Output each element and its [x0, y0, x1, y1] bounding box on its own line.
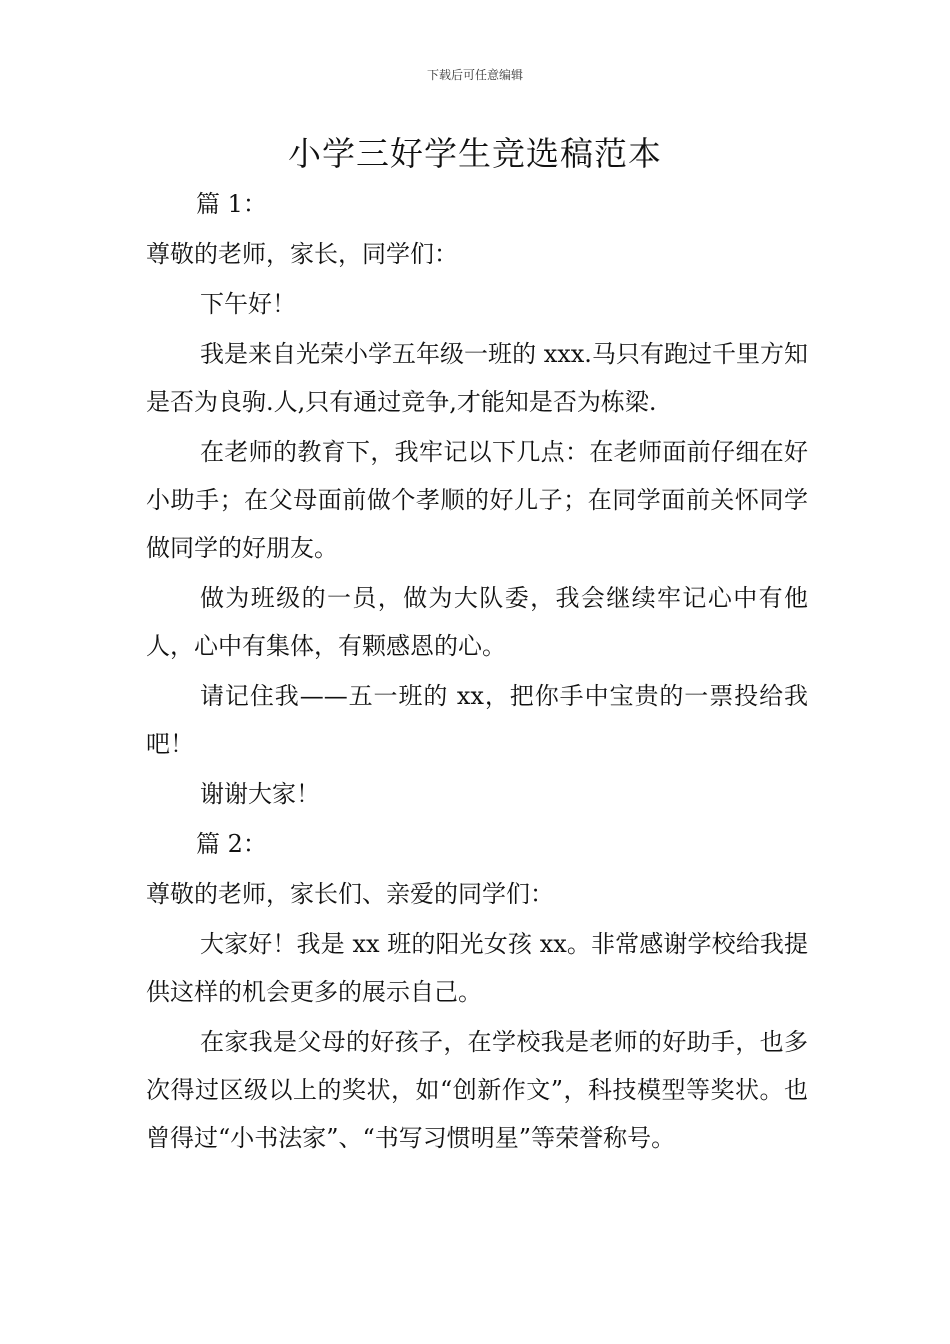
section-label-2: 篇 2： — [196, 830, 267, 858]
greeting-1: 下午好！ — [200, 290, 296, 318]
salutation-1: 尊敬的老师，家长，同学们： — [146, 240, 458, 268]
salutation-2: 尊敬的老师，家长们、亲爱的同学们： — [146, 880, 554, 908]
paragraph-conduct-1: 在老师的教育下，我牢记以下几点：在老师面前仔细在好小助手；在父母面前做个孝顺的好儿子；在同学面前关怀同学做同学的好朋友。 — [146, 438, 808, 562]
paragraph-achievements-2: 在家我是父母的好孩子，在学校我是老师的好助手，也多次得过区级以上的奖状，如“创新作文”，科技模型等奖状。也曾得过“小书法家”、“书写习惯明星”等荣誉称号。 — [146, 1028, 808, 1152]
paragraph-intro-1: 我是来自光荣小学五年级一班的 xxx.马只有跑过千里方知是否为良驹.人,只有通过竞争,才能知是否为栋梁. — [146, 340, 808, 416]
document-body — [146, 180, 808, 1164]
paragraph-commitment-1: 做为班级的一员，做为大队委，我会继续牢记心中有他人，心中有集体，有颗感恩的心。 — [146, 584, 808, 660]
closing-1: 谢谢大家！ — [200, 780, 320, 808]
paragraph-appeal-1: 请记住我——五一班的 xx，把你手中宝贵的一票投给我吧！ — [146, 682, 808, 758]
paragraph-intro-2: 大家好！我是 xx 班的阳光女孩 xx。非常感谢学校给我提供这样的机会更多的展示自己。 — [146, 930, 808, 1006]
section-label-1: 篇 1： — [196, 190, 267, 218]
document-title: 小学三好学生竞选稿范本 — [288, 134, 662, 173]
header-note: 下载后可任意编辑 — [426, 68, 523, 82]
